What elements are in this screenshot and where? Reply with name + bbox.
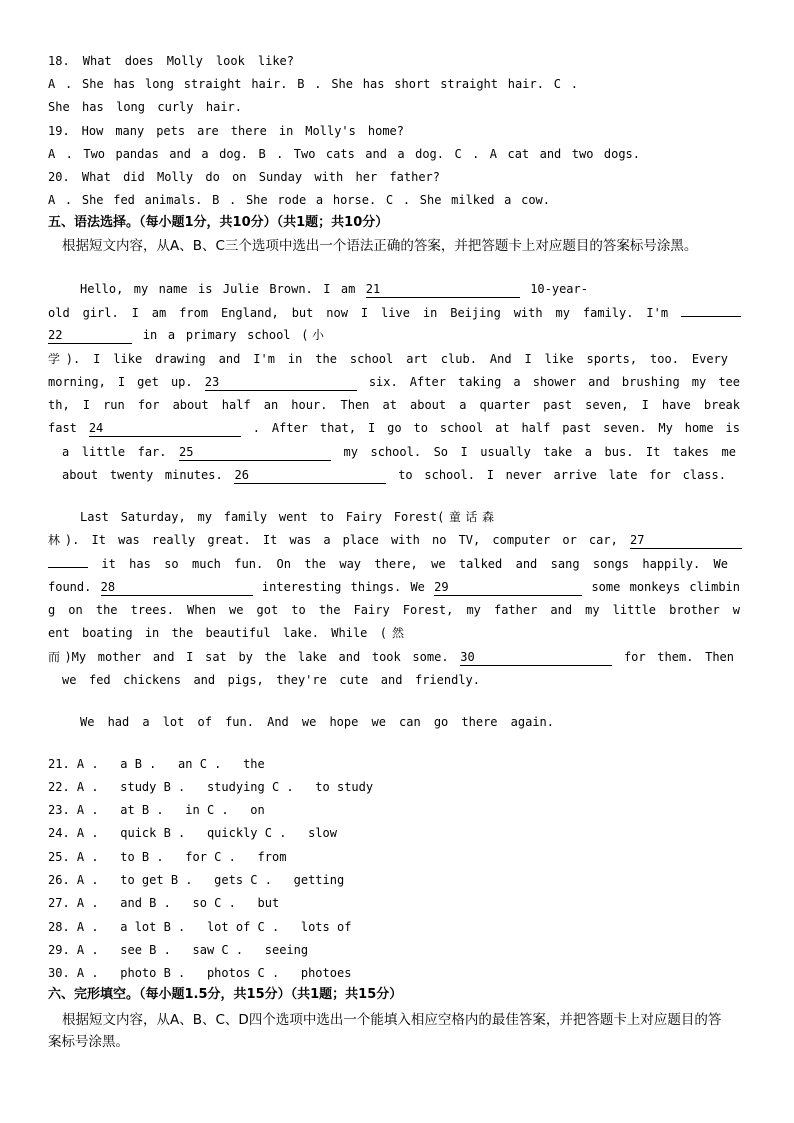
passage-line: We had a lot of fun. And we hope we can go there again. (80, 715, 554, 729)
question-18: 18. What does Molly look like? (48, 54, 294, 68)
passage-line: found. 28 interesting things. We 29 some monkeys climbin (48, 580, 740, 594)
blank-26: 26 (234, 468, 386, 484)
options-21: 21. A . a B . an C . the (48, 757, 265, 771)
blank-27: 27 (630, 533, 742, 549)
question-20: 20. What did Molly do on Sunday with her father? (48, 170, 440, 184)
passage-line: we fed chickens and pigs, they're cute and friendly. (62, 673, 480, 687)
passage-line: it has so much fun. On the way there, we talked and sang songs happily. We (48, 552, 728, 574)
section6-instruction: 根据短文内容，从A、B、C、D四个选项中选出一个能填入相应空格内的最佳答案，并把答题卡上对应题目的答 (62, 1012, 722, 1028)
blank-22: 22 (48, 328, 132, 344)
passage-line: Hello, my name is Julie Brown. I am 21 10-year- (80, 282, 588, 296)
passage-line: 学). I like drawing and I'm in the school art club. And I like sports, too. Every (48, 352, 728, 366)
section6-instruction-cont: 案标号涂黑。 (48, 1034, 129, 1050)
section5-title: 五、语法选择。（每小题1分，共10分）（共1题；共10分） (48, 215, 389, 230)
passage-line: a little far. 25 my school. So I usually take a bus. It takes me (62, 445, 736, 459)
options-30: 30. A . photo B . photos C . photoes (48, 966, 352, 980)
blank-30: 30 (460, 650, 612, 666)
question-19: 19. How many pets are there in Molly's home? (48, 124, 404, 138)
options-26: 26. A . to get B . gets C . getting (48, 873, 345, 887)
question-18-options: A . She has long straight hair. B . She has short straight hair. C . (48, 77, 578, 91)
section5-instruction: 根据短文内容，从A、B、C三个选项中选出一个语法正确的答案，并把答题卡上对应题目的答案标号涂黑。 (62, 238, 698, 254)
passage-line: 22 in a primary school (小 (48, 328, 324, 342)
question-18-options-cont: She has long curly hair. (48, 100, 242, 114)
passage-line: old girl. I am from England, but now I live in Beijing with my family. I'm (48, 301, 741, 323)
question-20-options: A . She fed animals. B . She rode a horse. C . She milked a cow. (48, 193, 550, 207)
passage-line: g on the trees. When we got to the Fairy Forest, my father and my little brother w (48, 603, 740, 617)
blank-23: 23 (205, 375, 357, 391)
blank-29: 29 (434, 580, 582, 596)
passage-line: 林). It was really great. It was a place with no TV, computer or car, 27 (48, 529, 742, 551)
options-29: 29. A . see B . saw C . seeing (48, 943, 309, 957)
options-22: 22. A . study B . studying C . to study (48, 780, 374, 794)
section6-title: 六、完形填空。（每小题1.5分，共15分）（共1题；共15分） (48, 987, 403, 1002)
blank-21: 21 (366, 282, 520, 298)
passage-line: morning, I get up. 23 six. After taking a shower and brushing my tee (48, 375, 740, 389)
blank-28: 28 (101, 580, 253, 596)
options-27: 27. A . and B . so C . but (48, 896, 280, 910)
passage-line: Last Saturday, my family went to Fairy Forest(童话森 (80, 510, 494, 524)
blank-25: 25 (179, 445, 331, 461)
options-28: 28. A . a lot B . lot of C . lots of (48, 920, 352, 934)
passage-line: ent boating in the beautiful lake. While (然 (48, 626, 404, 640)
options-23: 23. A . at B . in C . on (48, 803, 265, 817)
options-24: 24. A . quick B . quickly C . slow (48, 826, 337, 840)
passage-line: 而)My mother and I sat by the lake and took some. 30 for them. Then (48, 650, 734, 664)
blank-24: 24 (89, 421, 241, 437)
passage-line: th, I run for about half an hour. Then at about a quarter past seven, I have break (48, 398, 740, 412)
question-19-options: A . Two pandas and a dog. B . Two cats and a dog. C . A cat and two dogs. (48, 147, 640, 161)
passage-line: fast 24 . After that, I go to school at half past seven. My home is (48, 421, 740, 435)
options-25: 25. A . to B . for C . from (48, 850, 287, 864)
passage-line: about twenty minutes. 26 to school. I never arrive late for class. (62, 468, 726, 482)
